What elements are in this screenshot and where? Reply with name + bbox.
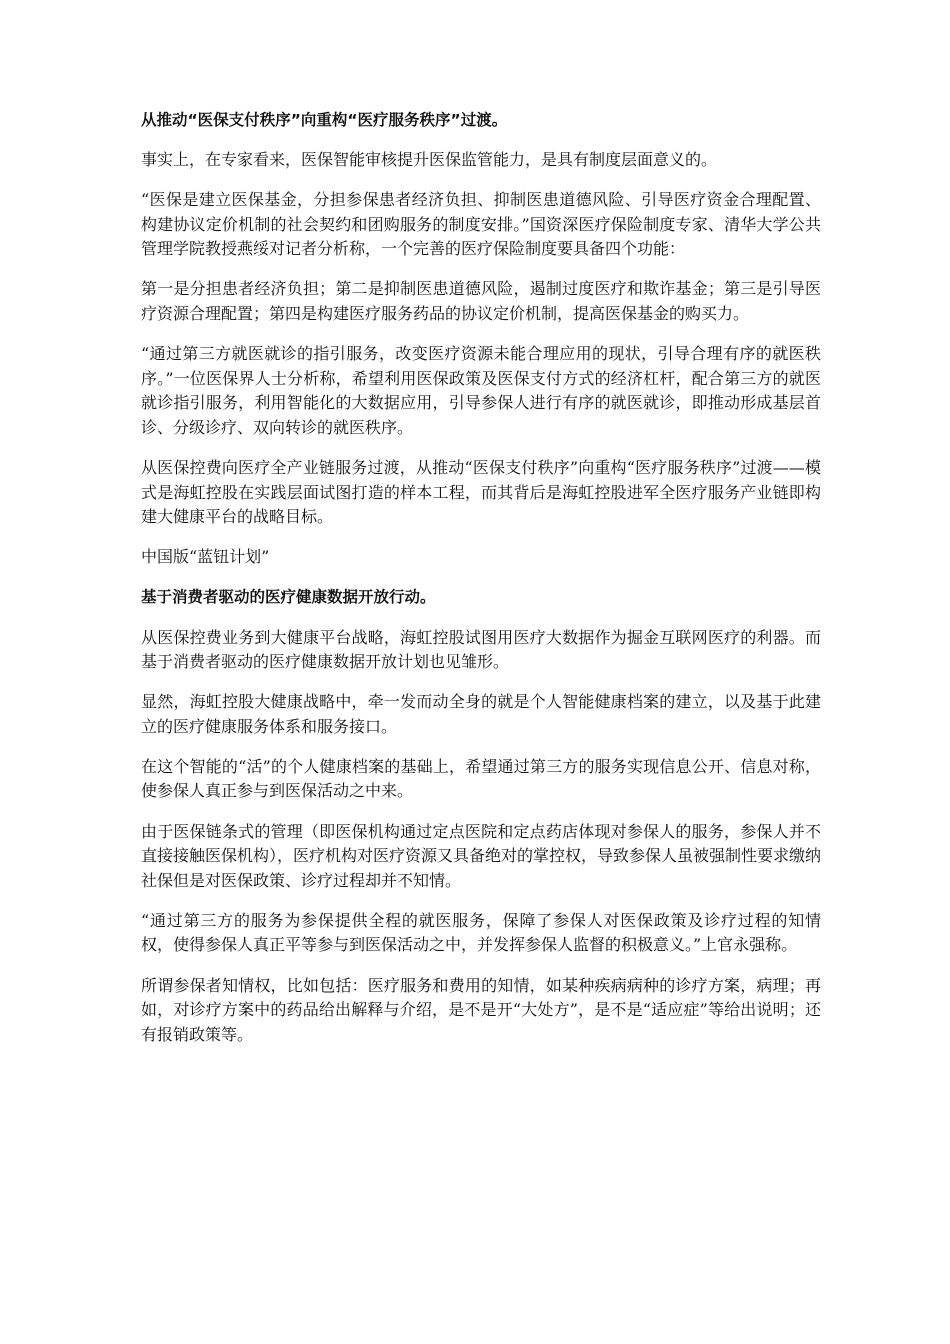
paragraph-big-data: 从医保控费业务到大健康平台战略，海虹控股试图用医疗大数据作为掘金互联网医疗的利器。而基于消费者驱动的医疗健康数据开放计划也见雏形。 [141,627,821,672]
paragraph-information-open: 在这个智能的“活”的个人健康档案的基础上，希望通过第三方的服务实现信息公开、信息对称，使参保人真正参与到医保活动之中来。 [141,756,821,801]
document-page [141,108,821,1063]
paragraph-industry-chain: 从医保控费向医疗全产业链服务过渡，从推动“医保支付秩序”向重构“医疗服务秩序”过渡——模式是海虹控股在实践层面试图打造的样本工程，而其背后是海虹控股进军全医疗服务产业链即构建大健康平台的战略目标。 [141,458,821,527]
paragraph-insurance-definition: “医保是建立医保基金，分担参保患者经济负担、抑制医患道德风险、引导医疗资金合理配置、构建协议定价机制的社会契约和团购服务的制度安排。”国资深医疗保险制度专家、清华大学公共管理学院教授燕绥对记者分析称，一个完善的医疗保险制度要具备四个功能： [141,190,821,259]
paragraph-blue-button: 中国版“蓝钮计划” [141,547,270,567]
paragraph-four-functions: 第一是分担患者经济负担；第二是抑制医患道德风险，遏制过度医疗和欺诈基金；第三是引导医疗资源合理配置；第四是构建医疗服务药品的协议定价机制，提高医保基金的购买力。 [141,279,821,324]
heading-data-open-action: 基于消费者驱动的医疗健康数据开放行动。 [141,588,436,607]
paragraph-right-to-know: “通过第三方的服务为参保提供全程的就医服务，保障了参保人对医保政策及诊疗过程的知情权，使得参保人真正平等参与到医保活动之中，并发挥参保人监督的积极意义。”上官永强称。 [141,910,821,955]
paragraph-chain-management: 由于医保链条式的管理（即医保机构通过定点医院和定点药店体现对参保人的服务，参保人并不直接接触医保机构），医疗机构对医疗资源又具备绝对的掌控权，导致参保人虽被强制性要求缴纳社保但是对医保政策、诊疗过程却并不知情。 [141,821,822,890]
paragraph-third-party-guidance: “通过第三方就医就诊的指引服务，改变医疗资源未能合理应用的现状，引导合理有序的就医秩序。”一位医保界人士分析称，希望利用医保政策及医保支付方式的经济杠杆，配合第三方的就医就诊指引服务，利用智能化的大数据应用，引导参保人进行有序的就医就诊，即推动形成基层首诊、分级诊疗、双向转诊的就医秩序。 [141,344,821,437]
paragraph-insured-right: 所谓参保者知情权，比如包括：医疗服务和费用的知情，如某种疾病病种的诊疗方案，病理；再如，对诊疗方案中的药品给出解释与介绍，是不是开“大处方”，是不是“适应症”等给出说明；还有报销政策等。 [141,975,821,1044]
paragraph-health-record: 显然，海虹控股大健康战略中，牵一发而动全身的就是个人智能健康档案的建立，以及基于此建立的医疗健康服务体系和服务接口。 [141,692,821,736]
paragraph-expert-view: 事实上，在专家看来，医保智能审核提升医保监管能力，是具有制度层面意义的。 [141,150,718,170]
heading-payment-order: 从推动“医保支付秩序”向重构“医疗服务秩序”过渡。 [141,111,508,129]
